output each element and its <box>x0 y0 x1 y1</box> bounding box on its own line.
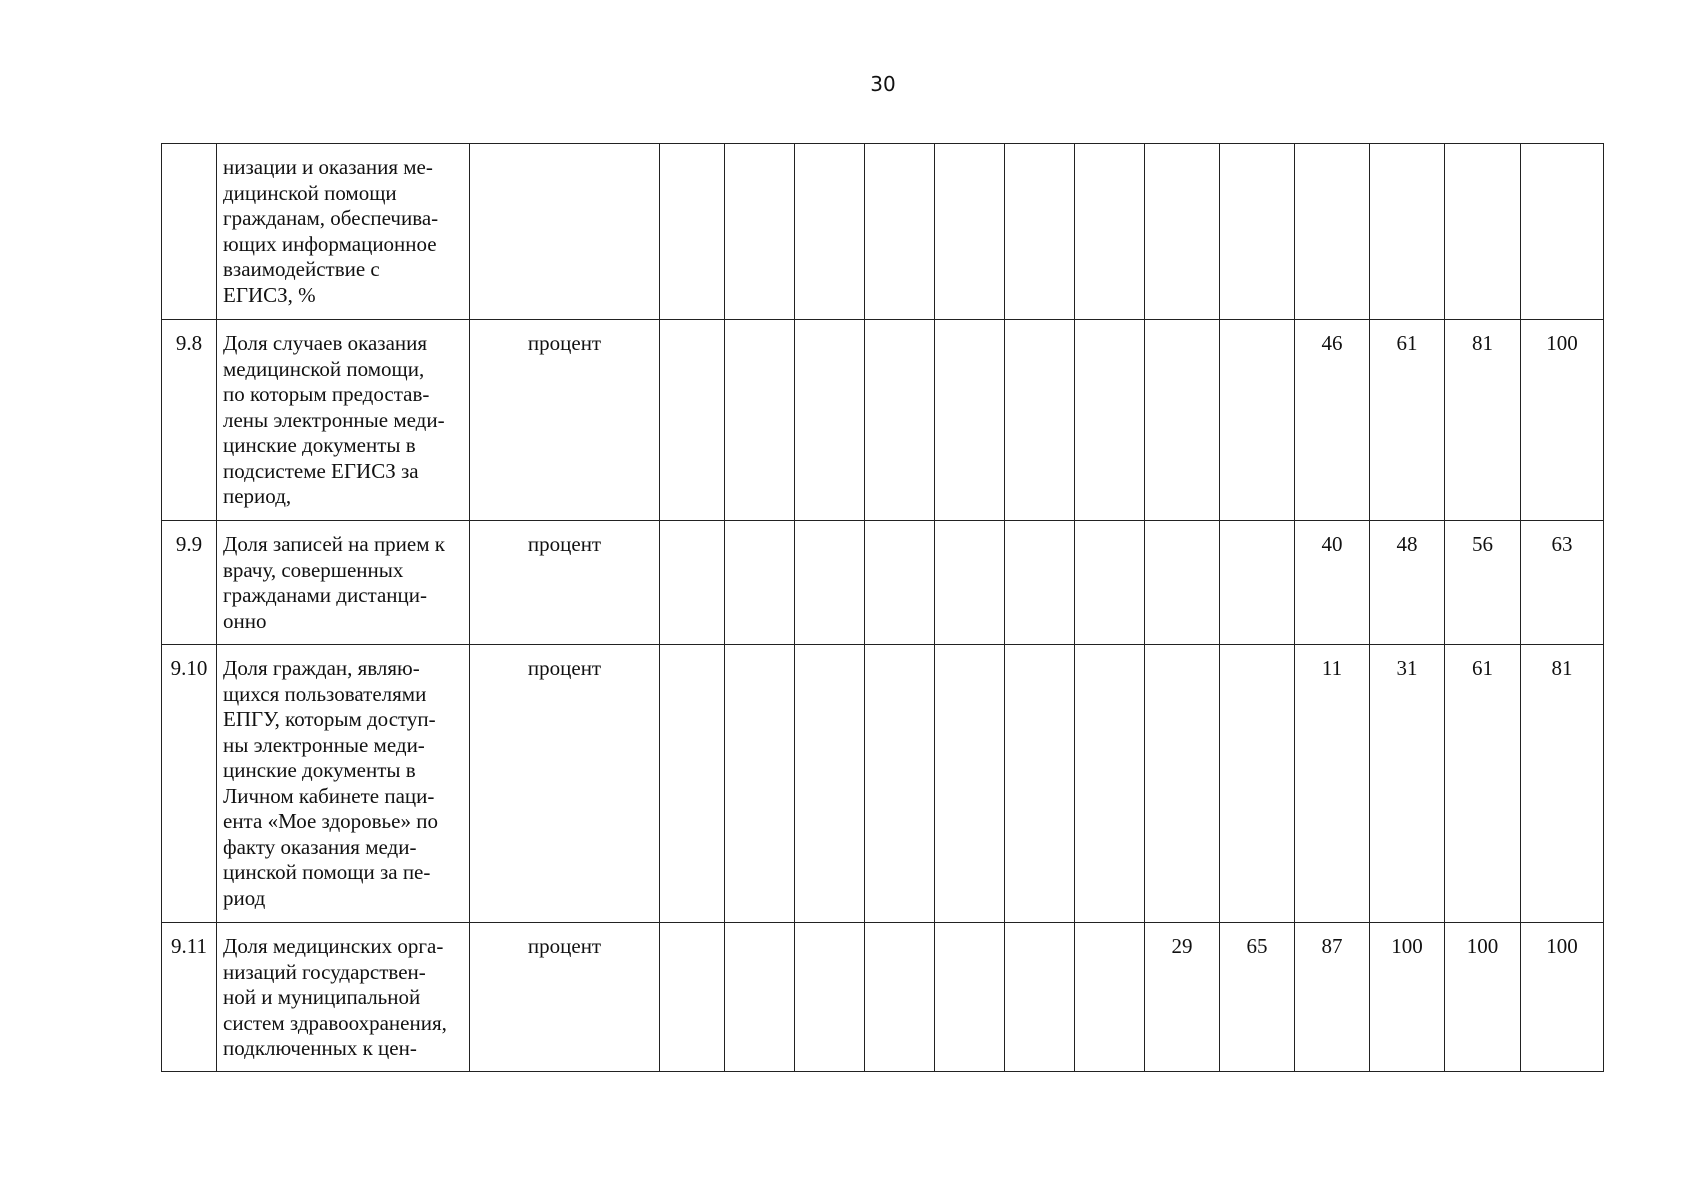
indicator-description-cell <box>217 144 470 320</box>
value-cell <box>1220 320 1295 521</box>
description-line: систем здравоохранения, <box>223 1010 447 1035</box>
description-line: врачу, совершенных <box>223 557 404 582</box>
value-cell <box>935 645 1005 923</box>
value-cell <box>660 645 725 923</box>
value-cell <box>1220 645 1295 923</box>
row-number-cell: 9.8 <box>162 320 217 521</box>
value-cell: 56 <box>1445 521 1521 645</box>
value-cell: 11 <box>1295 645 1370 923</box>
value-cell <box>1005 645 1075 923</box>
value-cell: 87 <box>1295 923 1370 1072</box>
description-line: цинской помощи за пе- <box>223 860 431 884</box>
value-cell: 100 <box>1445 923 1521 1072</box>
unit-cell: процент <box>470 320 660 521</box>
description-line: риод <box>223 885 266 910</box>
value-cell: 48 <box>1370 521 1445 645</box>
description-line: гражданам, обеспечива- <box>223 206 439 230</box>
unit-cell: процент <box>470 521 660 645</box>
value-cell: 46 <box>1295 320 1370 521</box>
description-line: ЕПГУ, которым доступ- <box>223 707 436 731</box>
value-cell <box>1075 923 1145 1072</box>
description-line: медицинской помощи, <box>223 356 425 381</box>
value-cell <box>1075 320 1145 521</box>
value-cell: 100 <box>1521 320 1604 521</box>
value-cell: 100 <box>1370 923 1445 1072</box>
value-cell <box>725 320 795 521</box>
value-cell <box>1521 144 1604 320</box>
value-cell <box>935 144 1005 320</box>
value-cell: 61 <box>1445 645 1521 923</box>
indicator-table <box>161 143 1604 1072</box>
unit-cell <box>470 144 660 320</box>
value-cell: 40 <box>1295 521 1370 645</box>
value-cell: 100 <box>1521 923 1604 1072</box>
description-line: Доля граждан, являю- <box>223 656 420 680</box>
value-cell <box>660 144 725 320</box>
value-cell: 81 <box>1521 645 1604 923</box>
description-line: Личном кабинете паци- <box>223 783 435 808</box>
value-cell <box>865 320 935 521</box>
value-cell <box>1145 144 1220 320</box>
description-line: лены электронные меди- <box>223 407 445 432</box>
description-line: подсистеме ЕГИСЗ за <box>223 458 419 483</box>
description-line: Доля записей на прием к <box>223 532 445 556</box>
value-cell <box>660 521 725 645</box>
row-number-cell: 9.9 <box>162 521 217 645</box>
description-line: низаций государствен- <box>223 959 426 984</box>
value-cell <box>1005 144 1075 320</box>
description-line: ной и муниципальной <box>223 985 421 1009</box>
value-cell <box>795 645 865 923</box>
value-cell <box>935 320 1005 521</box>
value-cell <box>1075 645 1145 923</box>
description-line: ны электронные меди- <box>223 732 425 757</box>
value-cell <box>795 521 865 645</box>
value-cell <box>1370 144 1445 320</box>
value-cell: 31 <box>1370 645 1445 923</box>
value-cell <box>660 320 725 521</box>
value-cell <box>1220 144 1295 320</box>
description-line: Доля медицинских орга- <box>223 934 444 958</box>
value-cell <box>1220 521 1295 645</box>
unit-cell: процент <box>470 923 660 1072</box>
description-line: ющих информационное <box>223 231 437 256</box>
value-cell <box>795 923 865 1072</box>
description-line: ента «Мое здоровье» по <box>223 809 438 833</box>
value-cell <box>795 144 865 320</box>
indicator-description-cell <box>217 645 470 923</box>
value-cell <box>725 645 795 923</box>
table-row <box>162 923 1604 1072</box>
row-number-cell: 9.11 <box>162 923 217 1072</box>
value-cell: 61 <box>1370 320 1445 521</box>
page-number: 30 <box>870 72 896 96</box>
value-cell <box>865 645 935 923</box>
value-cell: 65 <box>1220 923 1295 1072</box>
description-line: подключенных к цен- <box>223 1036 417 1060</box>
description-line: по которым предостав- <box>223 382 430 406</box>
value-cell <box>1005 923 1075 1072</box>
value-cell <box>1295 144 1370 320</box>
value-cell <box>1075 521 1145 645</box>
description-line: взаимодействие с <box>223 257 380 281</box>
description-line: низации и оказания ме- <box>223 155 433 179</box>
description-line: Доля случаев оказания <box>223 331 428 355</box>
value-cell <box>725 144 795 320</box>
value-cell <box>1075 144 1145 320</box>
table-row <box>162 320 1604 521</box>
value-cell <box>1145 320 1220 521</box>
value-cell <box>1145 521 1220 645</box>
indicator-description-cell <box>217 923 470 1072</box>
value-cell: 29 <box>1145 923 1220 1072</box>
value-cell <box>725 923 795 1072</box>
description-line: онно <box>223 608 267 633</box>
description-line: гражданами дистанци- <box>223 583 427 607</box>
value-cell <box>725 521 795 645</box>
description-line: цинские документы в <box>223 433 416 457</box>
value-cell <box>865 923 935 1072</box>
value-cell: 81 <box>1445 320 1521 521</box>
value-cell <box>865 144 935 320</box>
indicator-description-cell <box>217 521 470 645</box>
value-cell <box>660 923 725 1072</box>
value-cell <box>1005 521 1075 645</box>
description-line: щихся пользователями <box>223 681 427 706</box>
value-cell <box>935 923 1005 1072</box>
unit-cell: процент <box>470 645 660 923</box>
table-row <box>162 144 1604 320</box>
row-number-cell <box>162 144 217 320</box>
table-row <box>162 645 1604 923</box>
value-cell <box>935 521 1005 645</box>
description-line: ЕГИСЗ, % <box>223 282 316 307</box>
value-cell <box>865 521 935 645</box>
row-number-cell: 9.10 <box>162 645 217 923</box>
value-cell: 63 <box>1521 521 1604 645</box>
value-cell <box>1005 320 1075 521</box>
description-line: факту оказания меди- <box>223 834 417 859</box>
indicator-description-cell <box>217 320 470 521</box>
description-line: дицинской помощи <box>223 180 397 205</box>
description-line: цинские документы в <box>223 758 416 782</box>
value-cell <box>1145 645 1220 923</box>
value-cell <box>1445 144 1521 320</box>
value-cell <box>795 320 865 521</box>
table-row <box>162 521 1604 645</box>
description-line: период, <box>223 484 292 508</box>
